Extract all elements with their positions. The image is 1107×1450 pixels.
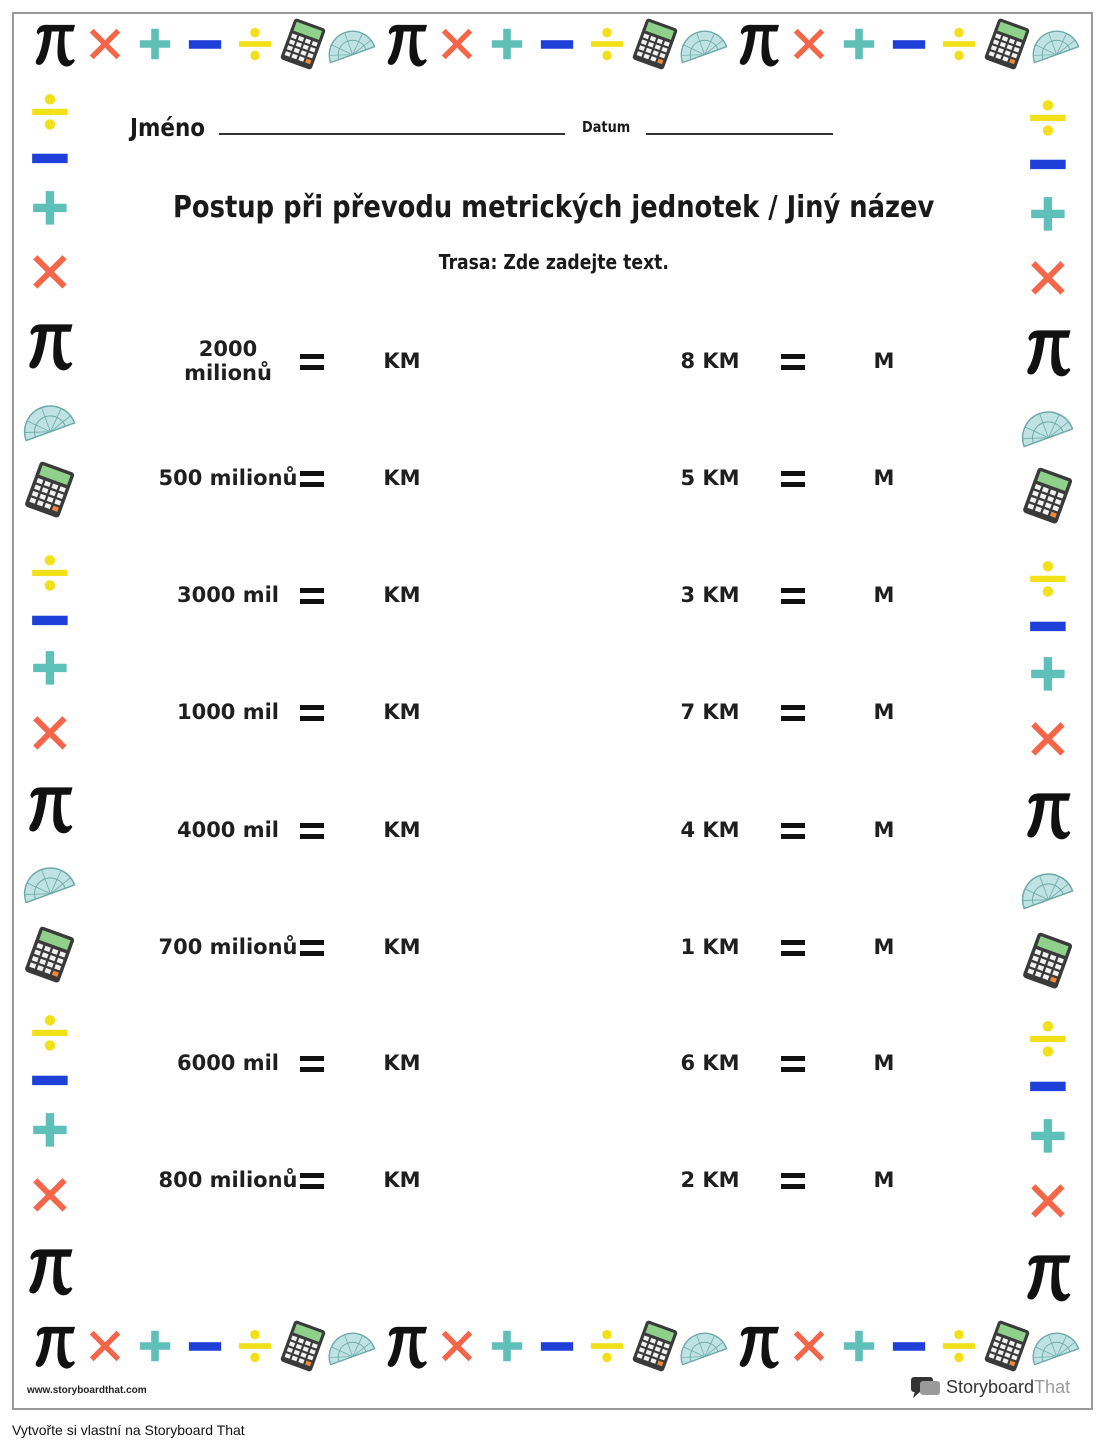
right-unit: M [873,935,895,959]
protractor-icon [20,398,79,442]
divide-icon [29,91,71,133]
calculator-icon [277,1320,329,1372]
minus-icon [29,599,71,641]
plus-icon [136,25,174,63]
minus-icon [29,137,71,179]
calculator-icon [1019,932,1076,989]
divide-icon [940,25,978,63]
equals-sign [300,823,324,839]
date-label: Datum [582,118,631,136]
calculator-icon [981,18,1033,70]
left-value: 2000 milionů [184,337,272,385]
pi-icon [382,19,432,69]
plus-icon [840,25,878,63]
equals-sign [300,471,324,487]
pi-icon [734,1321,784,1371]
pi-icon [23,1243,78,1298]
plus-icon [136,1327,174,1365]
left-value: 3000 mil [176,583,280,607]
protractor-icon [1018,866,1077,910]
times-icon [29,712,71,754]
calculator-icon [21,461,78,518]
calculator-icon [629,1320,681,1372]
times-icon [790,25,828,63]
plus-icon [1027,1115,1069,1157]
right-unit: M [873,466,895,490]
protractor-icon [20,860,79,904]
minus-icon [1027,143,1069,185]
left-value: 500 milionů [158,466,298,490]
minus-icon [29,1059,71,1101]
footer-url[interactable]: www.storyboardthat.com [27,1385,147,1396]
equals-sign [300,705,324,721]
divide-icon [1027,558,1069,600]
equals-sign [300,1173,324,1189]
left-unit: KM [383,466,421,490]
brand-name: StoryboardThat [946,1376,1071,1397]
left-value: 700 milionů [158,935,298,959]
calculator-icon [1019,467,1076,524]
minus-icon [538,25,576,63]
minus-icon [890,1327,928,1365]
equals-sign [781,588,805,604]
right-value: 8 KM [680,349,740,373]
times-icon [438,25,476,63]
times-icon [438,1327,476,1365]
name-label: Jméno [130,113,206,142]
divide-icon [588,25,626,63]
pi-icon [1021,324,1076,379]
equals-sign [300,940,324,956]
left-unit: KM [383,349,421,373]
equals-sign [300,354,324,370]
equals-sign [781,1173,805,1189]
right-unit: M [873,700,895,724]
equals-sign [781,1056,805,1072]
right-value: 1 KM [680,935,740,959]
minus-icon [186,25,224,63]
divide-icon [29,1012,71,1054]
minus-icon [1027,1065,1069,1107]
protractor-icon [1029,1326,1083,1366]
right-value: 3 KM [680,583,740,607]
protractor-icon [1029,24,1083,64]
times-icon [29,1174,71,1216]
pi-icon [734,19,784,69]
calculator-icon [277,18,329,70]
divide-icon [940,1327,978,1365]
right-unit: M [873,583,895,607]
plus-icon [488,25,526,63]
pi-icon [1021,787,1076,842]
left-unit: KM [383,1168,421,1192]
protractor-icon [1018,404,1077,448]
left-unit: KM [383,818,421,842]
calculator-icon [629,18,681,70]
pi-icon [30,1321,80,1371]
left-unit: KM [383,583,421,607]
brand-logo[interactable] [910,1374,1070,1400]
left-value: 6000 mil [176,1051,280,1075]
left-unit: KM [383,935,421,959]
divide-icon [1027,97,1069,139]
protractor-icon [677,1326,731,1366]
equals-sign [300,1056,324,1072]
right-value: 2 KM [680,1168,740,1192]
minus-icon [186,1327,224,1365]
minus-icon [1027,605,1069,647]
pi-icon [30,19,80,69]
footer-caption: Vytvořte si vlastní na Storyboard That [12,1422,245,1438]
equals-sign [300,588,324,604]
left-unit: KM [383,1051,421,1075]
left-value: 4000 mil [176,818,280,842]
times-icon [1027,718,1069,760]
pi-icon [382,1321,432,1371]
calculator-icon [21,926,78,983]
right-value: 5 KM [680,466,740,490]
divide-icon [29,552,71,594]
protractor-icon [325,1326,379,1366]
plus-icon [840,1327,878,1365]
calculator-icon [981,1320,1033,1372]
divide-icon [1027,1018,1069,1060]
plus-icon [488,1327,526,1365]
plus-icon [29,647,71,689]
pi-icon [1021,1249,1076,1304]
speech-bubble-icon [910,1375,942,1399]
page-title: Postup při převodu metrických jednotek / Jiný název [172,190,935,225]
protractor-icon [677,24,731,64]
name-line [219,133,565,135]
times-icon [86,1327,124,1365]
pi-icon [23,781,78,836]
times-icon [790,1327,828,1365]
equals-sign [781,354,805,370]
equals-sign [781,823,805,839]
times-icon [1027,1180,1069,1222]
right-unit: M [873,1051,895,1075]
divide-icon [236,1327,274,1365]
left-unit: KM [383,700,421,724]
right-value: 6 KM [680,1051,740,1075]
divide-icon [588,1327,626,1365]
right-unit: M [873,349,895,373]
minus-icon [890,25,928,63]
times-icon [86,25,124,63]
equals-sign [781,705,805,721]
minus-icon [538,1327,576,1365]
left-value: 800 milionů [158,1168,298,1192]
page-subtitle: Trasa: Zde zadejte text. [438,250,669,274]
pi-icon [23,318,78,373]
left-value: 1000 mil [176,700,280,724]
equals-sign [781,940,805,956]
right-unit: M [873,818,895,842]
divide-icon [236,25,274,63]
equals-sign [781,471,805,487]
plus-icon [1027,653,1069,695]
right-unit: M [873,1168,895,1192]
plus-icon [29,1109,71,1151]
protractor-icon [325,24,379,64]
right-value: 7 KM [680,700,740,724]
right-value: 4 KM [680,818,740,842]
date-line [646,133,833,135]
